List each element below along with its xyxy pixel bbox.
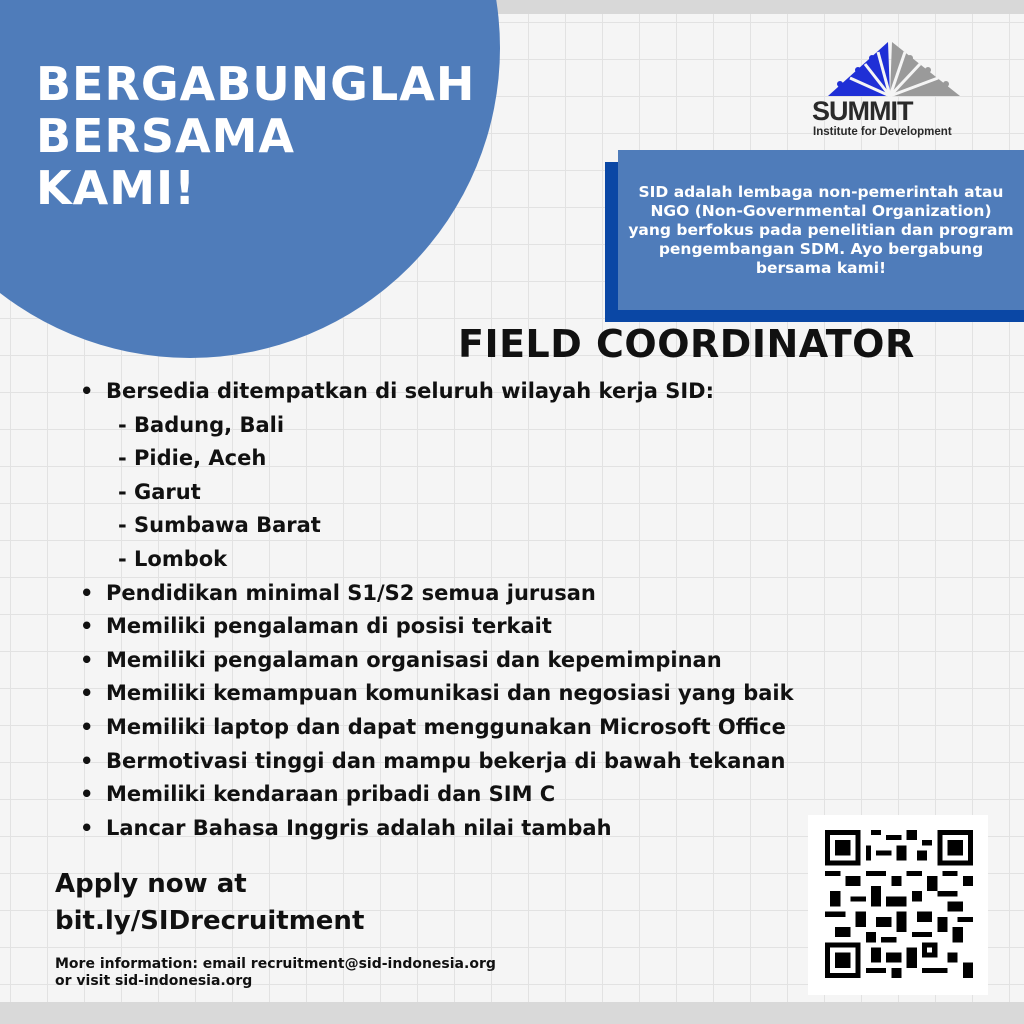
requirement-item [80, 711, 794, 745]
location-item: - Sumbawa Barat [118, 513, 321, 538]
requirement-item [80, 610, 794, 644]
logo-wordmark: SUMMIT [812, 96, 913, 126]
requirement-text: Memiliki kendaraan pribadi dan SIM C [106, 782, 556, 807]
bullet-icon: • [80, 782, 94, 807]
logo-subtitle: Institute for Development [813, 126, 952, 138]
bullet-icon: • [80, 614, 94, 639]
requirement-text: Memiliki pengalaman di posisi terkait [106, 614, 552, 639]
more-info-website: or visit sid-indonesia.org [55, 973, 253, 989]
requirement-text: Memiliki pengalaman organisasi dan kepemimpinan [106, 647, 722, 672]
requirement-text: Memiliki kemampuan komunikasi dan negosiasi yang baik [106, 681, 794, 706]
info-box [618, 150, 1024, 310]
requirement-item [80, 778, 794, 812]
headline [36, 58, 475, 214]
bullet-icon: • [80, 748, 94, 773]
location-item: - Garut [118, 479, 201, 504]
qr-code-icon [825, 830, 973, 978]
summit-mountain-icon [810, 40, 980, 100]
bullet-icon: • [80, 379, 94, 403]
job-title: FIELD COORDINATOR [458, 322, 915, 366]
apply-label: Apply now at [55, 869, 247, 899]
requirement-text: Bersedia ditempatkan di seluruh wilayah kerja SID: [106, 379, 714, 403]
bullet-icon: • [80, 647, 94, 672]
requirement-item [80, 812, 794, 846]
requirements-list [80, 375, 794, 845]
bullet-icon: • [80, 815, 94, 840]
requirement-item-placement [80, 375, 794, 409]
apply-section [55, 866, 364, 940]
info-box-text: SID adalah lembaga non-pemerintah atau NGO (Non-Governmental Organization) yang berfokus pada penelitian dan program pengembangan SDM. Ayo bergabung bersama kami! [628, 182, 1014, 277]
location-item: - Lombok [118, 546, 228, 571]
requirement-text: Pendidikan minimal S1/S2 semua jurusan [106, 580, 596, 605]
bullet-icon: • [80, 580, 94, 605]
headline-line-3: KAMI! [36, 161, 197, 215]
requirement-text: Bermotivasi tinggi dan mampu bekerja di bawah tekanan [106, 748, 786, 773]
requirement-text: Memiliki laptop dan dapat menggunakan Microsoft Office [106, 714, 786, 739]
requirement-item [80, 745, 794, 779]
location-item: - Pidie, Aceh [118, 446, 267, 471]
apply-link[interactable]: bit.ly/SIDrecruitment [55, 906, 365, 936]
headline-line-2: BERSAMA [36, 109, 296, 163]
qr-code[interactable] [808, 815, 988, 995]
requirement-item [80, 644, 794, 678]
location-item: - Badung, Bali [118, 412, 285, 437]
more-info [55, 956, 496, 990]
requirement-text: Lancar Bahasa Inggris adalah nilai tambah [106, 815, 612, 840]
bullet-icon: • [80, 681, 94, 706]
bottom-torn-edge [0, 1002, 1024, 1024]
summit-logo [810, 40, 980, 140]
requirement-item [80, 577, 794, 611]
headline-line-1: BERGABUNGLAH [36, 57, 476, 111]
bullet-icon: • [80, 714, 94, 739]
requirement-item [80, 677, 794, 711]
more-info-email: More information: email recruitment@sid-indonesia.org [55, 956, 496, 972]
